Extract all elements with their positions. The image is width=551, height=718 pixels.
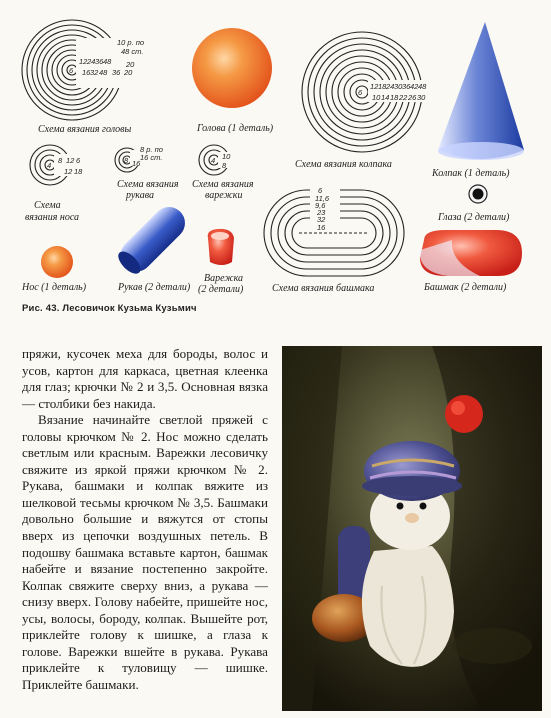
cap-count-row8: 10	[372, 93, 381, 102]
shoe-count-3: 9,6	[315, 201, 326, 210]
body-text	[22, 346, 268, 693]
mitten-label-line1: Варежка	[204, 273, 244, 284]
shoe-count-2: 11,6	[315, 194, 330, 203]
sleeve-count-2: 16	[132, 159, 141, 168]
mitten-count-2: 10	[222, 152, 231, 161]
sleeve-count-1: 8	[124, 156, 129, 165]
head-count-11: 20	[126, 60, 135, 69]
shoe-scheme	[264, 186, 404, 294]
cap-count-row6: 42	[410, 82, 419, 91]
cap-count-row3: 24	[386, 82, 395, 91]
nose-count-5: 12	[64, 167, 73, 176]
cap-count-row11: 22	[399, 93, 408, 102]
paragraph-1: пряжи, кусочек меха для бороды, волос и усов, картон для каркаса, цветная клеенка для глаз; крючки № 2 и 3,5. Основная вязка — столбики без накида.	[22, 346, 268, 411]
cap-cone	[431, 22, 524, 179]
nose-scheme-label-line1: Схема	[34, 200, 61, 211]
toy-photo	[282, 346, 542, 711]
sleeve-scheme-label-line1: Схема вязания	[117, 179, 179, 190]
head-count-10: 20	[124, 68, 133, 77]
cap-count-row4: 30	[394, 82, 403, 91]
head-stitches-label: 48 ст.	[121, 47, 144, 56]
nose-count-3: 12	[66, 156, 75, 165]
cap-count-row12: 26	[408, 93, 417, 102]
nose-count-6: 18	[74, 167, 83, 176]
mitten-scheme-label-line2: варежки	[205, 190, 243, 201]
shoe	[420, 230, 522, 293]
nose-ball	[21, 246, 87, 293]
head-count-3: 24	[87, 57, 96, 66]
head-count-7: 32	[90, 68, 99, 77]
eye	[437, 185, 510, 223]
sleeve-rows-label: 8 р. по	[140, 145, 163, 154]
head-count-5: 48	[103, 57, 112, 66]
head-count-8: 48	[99, 68, 108, 77]
head-count-9: 36	[112, 68, 121, 77]
nose-count-4: 6	[76, 156, 81, 165]
sleeve-label: Рукав (2 детали)	[118, 282, 191, 293]
head-ball	[192, 28, 274, 134]
head-count-2: 12	[79, 57, 88, 66]
mitten-scheme-label-line1: Схема вязания	[192, 179, 254, 190]
head-count-1: 6	[69, 66, 74, 75]
head-rows-label: 10 р. по	[117, 38, 145, 47]
nose-count-1: 4	[47, 161, 52, 170]
shoe-count-4: 23	[317, 208, 326, 217]
head-scheme-label: Схема вязания головы	[38, 124, 132, 135]
cap-count-row1: 12	[370, 82, 379, 91]
sleeve-scheme-label-line2: рукава	[126, 190, 155, 201]
nose-count-2: 8	[58, 156, 63, 165]
nose-label: Нос (1 деталь)	[22, 282, 87, 293]
nose-scheme	[25, 145, 88, 223]
figure-caption: Рис. 43. Лесовичок Кузьма Кузьмич	[22, 303, 197, 314]
head-count-4: 36	[95, 57, 104, 66]
cap-count-center: 6	[358, 88, 363, 97]
paragraph-2: Вязание начинайте светлой пряжей с головы крючком № 2. Нос можно сделать светлым или красным. Варежки лесовичку свяжите из яркой пряжи крючком № 2. Рукава, башмаки и колпак вяжите из шелковой тесьмы крючком № 3,5. Башмаки довольно большие и вяжутся от стопы вверх из цепочки воздушных петель. В подошву башмака вставьте картон, башмак набейте и вязание постепенно закройте. Колпак свяжите сверху вниз, а рукава — снизу вверх. Голову набейте, пришейте нос, усы, волосы, бороду, колпак. Вышейте рот, приклейте голову к шишке, а глаза к голове. Варежки вшейте в рукава. Рукава приклейте к туловищу — шишке. Приклейте башмаки.	[22, 412, 268, 692]
cap-label: Колпак (1 деталь)	[432, 168, 510, 179]
mitten	[198, 229, 244, 295]
mitten-count-3: 8	[222, 161, 227, 170]
head-scheme	[22, 20, 144, 135]
sleeve-stitches-label: 16 ст.	[140, 153, 163, 162]
cap-scheme-label: Схема вязания колпака	[295, 159, 392, 170]
shoe-count-1: 6	[318, 186, 323, 195]
eyes-label: Глаза (2 детали)	[438, 212, 510, 223]
cap-count-row7: 48	[418, 82, 427, 91]
sleeve-tube	[113, 200, 191, 293]
cap-count-row9: 14	[381, 93, 390, 102]
shoe-label: Башмак (2 детали)	[424, 282, 507, 293]
cap-scheme	[295, 32, 428, 170]
mitten-count-1: 4	[211, 156, 216, 165]
sleeve-scheme	[115, 145, 179, 201]
head-label: Голова (1 деталь)	[197, 123, 274, 134]
shoe-count-6: 16	[317, 223, 326, 232]
nose-scheme-label-line2: вязания носа	[25, 212, 80, 223]
figure-43	[0, 0, 551, 300]
cap-count-row13: 30	[417, 93, 426, 102]
cap-count-row10: 18	[390, 93, 399, 102]
shoe-count-5: 32	[317, 215, 326, 224]
shoe-scheme-label: Схема вязания башмака	[272, 283, 375, 294]
cap-count-row2: 18	[378, 82, 387, 91]
mitten-label-line2: (2 детали)	[198, 284, 244, 295]
cap-count-row5: 36	[402, 82, 411, 91]
toy-illustration	[282, 346, 542, 711]
mitten-scheme	[192, 145, 254, 201]
head-count-6: 16	[82, 68, 91, 77]
